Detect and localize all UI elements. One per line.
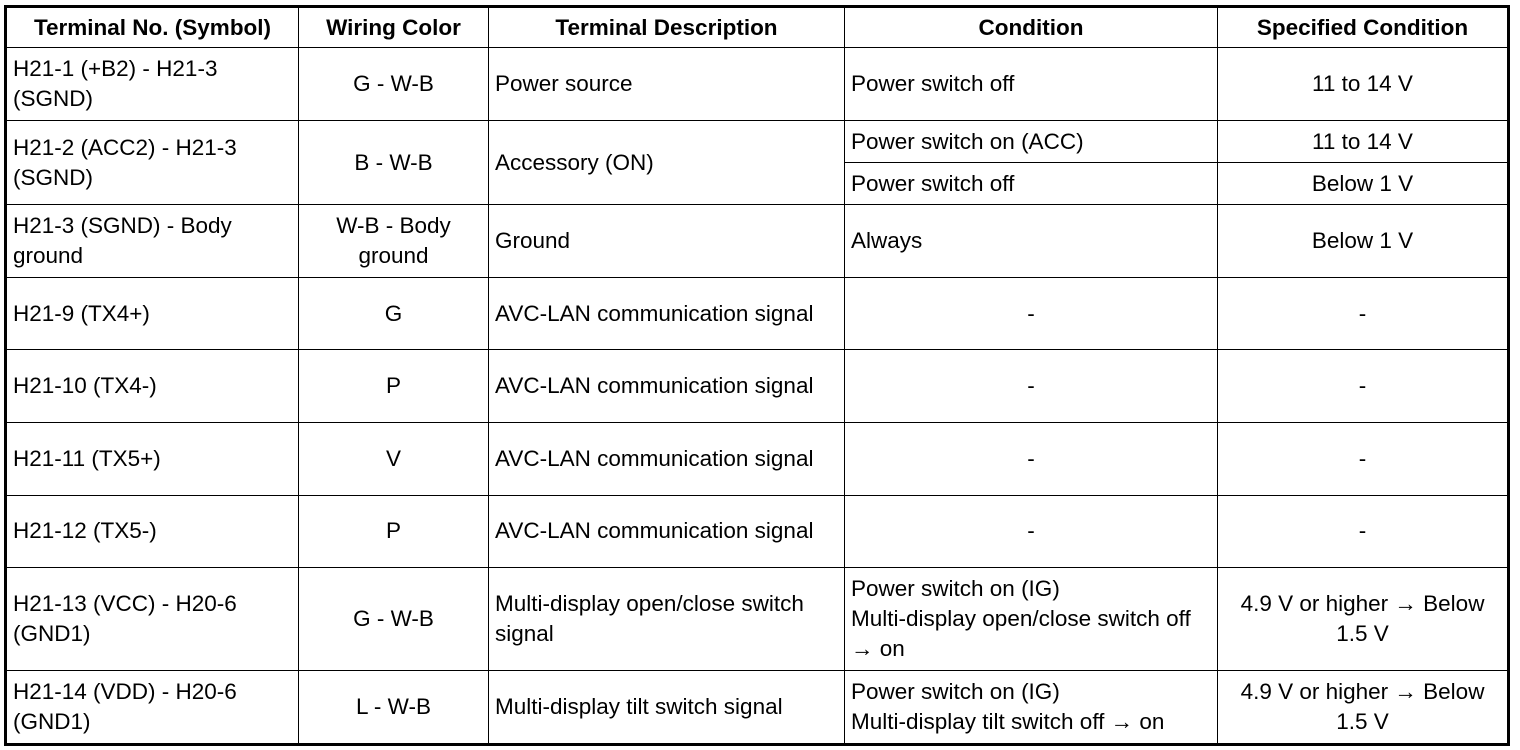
table-row: [7, 495, 1508, 567]
description-cell: Multi-display tilt switch signal: [489, 670, 845, 743]
spec-cell: -: [1218, 350, 1508, 422]
terminal-cell: H21-13 (VCC) - H20-6 (GND1): [7, 567, 299, 670]
description-cell: AVC-LAN communication signal: [489, 422, 845, 495]
terminal-cell: H21-9 (TX4+): [7, 278, 299, 350]
header-wiring-color: Wiring Color: [299, 8, 489, 48]
description-cell: Power source: [489, 48, 845, 121]
table-row: [7, 350, 1508, 422]
description-cell: AVC-LAN communication signal: [489, 350, 845, 422]
condition-line: Multi-display tilt switch off → on: [851, 708, 1165, 734]
spec-cell: -: [1218, 278, 1508, 350]
header-description: Terminal Description: [489, 8, 845, 48]
spec-cell: Below 1 V: [1218, 205, 1508, 278]
table-row: [7, 278, 1508, 350]
spec-cell: 11 to 14 V: [1218, 121, 1508, 163]
wiring-color-cell: P: [299, 495, 489, 567]
wiring-color-cell: P: [299, 350, 489, 422]
terminal-cell: H21-11 (TX5+): [7, 422, 299, 495]
wiring-color-cell: G - W-B: [299, 567, 489, 670]
terminal-cell: H21-14 (VDD) - H20-6 (GND1): [7, 670, 299, 743]
table-row: [7, 567, 1508, 670]
spec-cell: 11 to 14 V: [1218, 48, 1508, 121]
description-cell: AVC-LAN communication signal: [489, 278, 845, 350]
spec-cell: 4.9 V or higher → Below 1.5 V: [1218, 670, 1508, 743]
spec-cell: -: [1218, 495, 1508, 567]
condition-line: Multi-display open/close switch off → on: [851, 605, 1191, 661]
condition-cell: -: [845, 350, 1218, 422]
description-cell: Ground: [489, 205, 845, 278]
wiring-color-cell: V: [299, 422, 489, 495]
description-cell: Multi-display open/close switch signal: [489, 567, 845, 670]
wiring-color-cell: G - W-B: [299, 48, 489, 121]
condition-cell: -: [845, 495, 1218, 567]
condition-cell: Power switch on (ACC): [845, 121, 1218, 163]
terminal-cell: H21-10 (TX4-): [7, 350, 299, 422]
spec-cell: -: [1218, 422, 1508, 495]
condition-cell: Always: [845, 205, 1218, 278]
wiring-color-cell: L - W-B: [299, 670, 489, 743]
terminal-cell: H21-3 (SGND) - Body ground: [7, 205, 299, 278]
wiring-color-cell: G: [299, 278, 489, 350]
header-terminal: Terminal No. (Symbol): [7, 8, 299, 48]
condition-cell: [845, 567, 1218, 670]
condition-cell: [845, 670, 1218, 743]
terminal-cell: H21-1 (+B2) - H21-3 (SGND): [7, 48, 299, 121]
terminal-cell: H21-12 (TX5-): [7, 495, 299, 567]
table-row: [7, 205, 1508, 278]
condition-cell: -: [845, 278, 1218, 350]
table-row: [7, 48, 1508, 121]
table-row: [7, 670, 1508, 743]
header-specified-condition: Specified Condition: [1218, 8, 1508, 48]
terminal-cell: H21-2 (ACC2) - H21-3 (SGND): [7, 121, 299, 205]
wiring-color-cell: B - W-B: [299, 121, 489, 205]
terminal-table: [6, 7, 1508, 744]
spec-cell: Below 1 V: [1218, 163, 1508, 205]
description-cell: AVC-LAN communication signal: [489, 495, 845, 567]
condition-line: Power switch on (IG): [851, 678, 1060, 704]
header-row: [7, 8, 1508, 48]
condition-cell: -: [845, 422, 1218, 495]
wiring-color-cell: W-B - Body ground: [299, 205, 489, 278]
spec-cell: 4.9 V or higher → Below 1.5 V: [1218, 567, 1508, 670]
condition-line: Power switch on (IG): [851, 575, 1060, 601]
header-condition: Condition: [845, 8, 1218, 48]
table-row: [7, 422, 1508, 495]
condition-cell: Power switch off: [845, 48, 1218, 121]
condition-cell: Power switch off: [845, 163, 1218, 205]
description-cell: Accessory (ON): [489, 121, 845, 205]
table-row: [7, 121, 1508, 163]
